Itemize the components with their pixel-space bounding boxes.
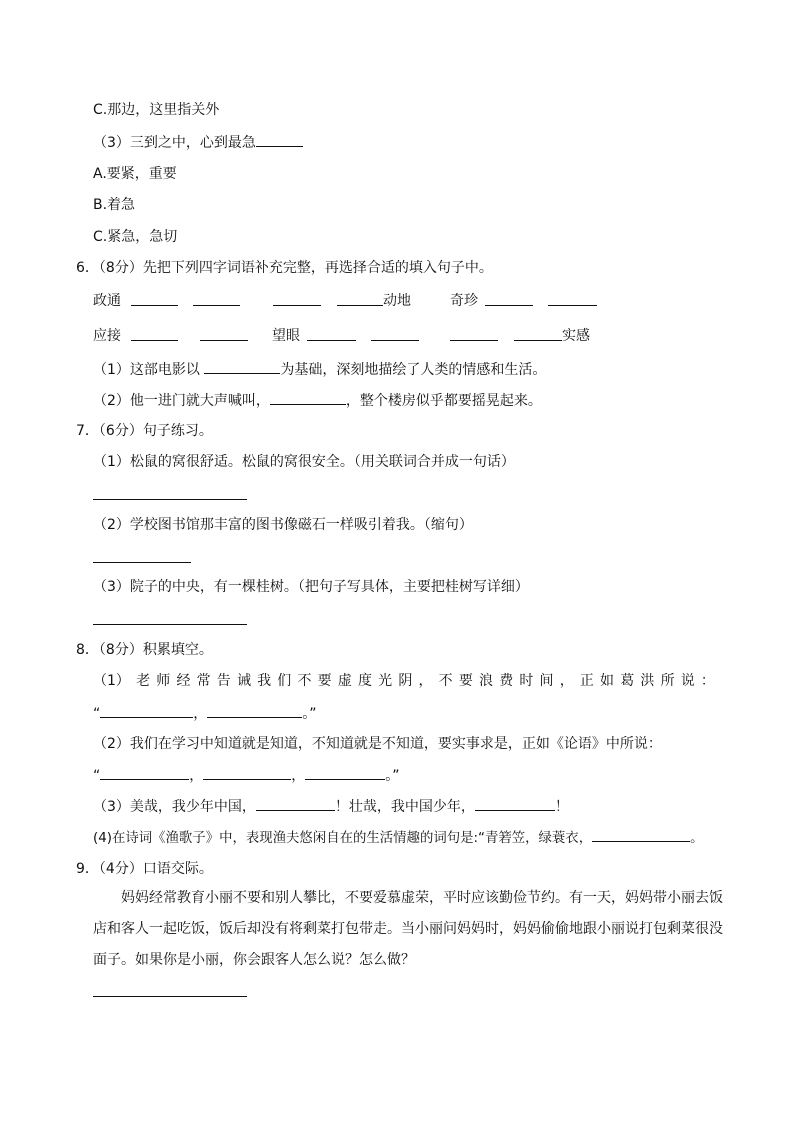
q8-sentence1-answer (93, 703, 317, 724)
q8-s1-char: 告 (216, 673, 231, 689)
q9-paragraph: 妈妈经常教育小丽不要和别人攀比，不要爱慕虚荣，平时应该勤俭节约。有一天，妈妈带小丽去饭店和客人一起吃饭，饭后却没有将剩菜打包带走。当小丽问妈妈时，妈妈偷偷地跟小丽说打包剩菜很没面子。如果你是小丽，你会跟客人怎么说？怎么做？ (93, 890, 723, 968)
q6-row1-blank1[interactable] (131, 305, 178, 306)
q8-s1-char: 要 (317, 673, 332, 689)
q6-sentence1-blank[interactable] (204, 359, 280, 374)
q6-row2-blank5[interactable] (450, 340, 498, 341)
q8-heading: 8．（8分）积累填空。 (76, 642, 213, 658)
q8-s1-char: 经 (176, 673, 191, 689)
q8-s4-blank[interactable] (592, 827, 690, 842)
q8-s1-char: 洪 (640, 673, 655, 689)
q7-answer2-line[interactable] (93, 562, 191, 563)
q6-row2-word3: 实感 (562, 328, 590, 344)
q6-row1-word2: 动地 (383, 293, 411, 309)
q8-s3-end: ！ (554, 799, 569, 815)
q8-sentence4 (93, 827, 703, 849)
q5-sub3-option-c: C.紧急，急切 (93, 229, 178, 245)
q5-sub3-option-a: A.要紧，重要 (93, 166, 177, 182)
q6-row1-blank4[interactable] (337, 305, 383, 306)
q8-s1-char: （1） (93, 673, 130, 689)
q6-row1-blank2[interactable] (193, 305, 240, 306)
q9-heading: 9．（4分）口语交际。 (76, 861, 213, 877)
q8-s1-close: 。” (302, 706, 317, 722)
q8-s2-comma1: ， (189, 768, 204, 784)
q6-row2-blank6[interactable] (514, 340, 562, 341)
q8-s2-close: 。” (385, 768, 400, 784)
q8-sentence2: （2）我们在学习中知道就是知道，不知道就是不知道，要实事求是，正如《论语》中所说： (93, 736, 662, 752)
q8-s3-blank1[interactable] (256, 796, 335, 811)
q8-s1-char: 说 (680, 673, 695, 689)
q8-s2-blank1[interactable] (100, 765, 189, 780)
q6-sentence1-pre: （1）这部电影以 (93, 362, 205, 378)
q7-sentence3: （3）院子的中央，有一棵桂树。（把句子写具体，主要把桂树写详细） (93, 579, 529, 595)
q7-sentence2: （2）学校图书馆那丰富的图书像磁石一样吸引着我。（缩句） (93, 517, 473, 533)
q8-s1-char: 光 (378, 673, 393, 689)
q6-heading: 6．（8分）先把下列四字词语补充完整，再选择合适的填入句子中。 (76, 260, 493, 276)
q8-s1-char: 度 (357, 673, 372, 689)
q8-s1-char: 我 (257, 673, 272, 689)
q8-s1-char: 正 (579, 673, 594, 689)
q8-s4-end: 。 (690, 831, 704, 846)
q8-s1-char: ， (559, 673, 574, 689)
q6-row2-word2: 望眼 (272, 328, 300, 344)
q5-sub3-prompt (93, 132, 303, 153)
q6-row2-word1: 应接 (93, 328, 121, 344)
q5-sub3-text: （3）三到之中，心到最急 (93, 135, 256, 151)
q8-s1-char: 常 (196, 673, 211, 689)
q8-s1-char: 师 (156, 673, 171, 689)
q7-sentence1: （1）松鼠的窝很舒适。松鼠的窝很安全。（用关联词合并成一句话） (93, 454, 515, 470)
q8-s1-blank2[interactable] (207, 703, 302, 718)
q8-s1-char: ： (700, 673, 715, 689)
q8-s4-pre: (4)在诗词《渔歌子》中，表现渔夫悠闲自在的生活情趣的词句是:“青箬笠，绿蓑衣， (93, 831, 593, 846)
q6-row2-blank2[interactable] (200, 340, 248, 341)
q8-s2-blank2[interactable] (203, 765, 291, 780)
q6-sentence2-pre: （2）他一进门就大声喊叫， (93, 393, 270, 409)
q8-s1-char: 虚 (337, 673, 352, 689)
q8-s2-open-quote: “ (93, 768, 101, 784)
q6-row1-blank3[interactable] (273, 305, 321, 306)
q6-sentence2-blank[interactable] (270, 390, 346, 405)
q8-s3-mid: ！壮哉，我中国少年， (334, 799, 475, 815)
q6-sentence1 (93, 359, 546, 380)
q9-answer-line[interactable] (93, 996, 247, 997)
q8-s1-char: 不 (438, 673, 453, 689)
q8-s1-char: 葛 (620, 673, 635, 689)
q8-sentence1 (93, 671, 715, 691)
q8-s1-blank1[interactable] (100, 703, 193, 718)
q7-answer1-line[interactable] (93, 499, 247, 500)
q6-row1-blank6[interactable] (548, 305, 597, 306)
q8-s1-char: 们 (277, 673, 292, 689)
q5-sub3-option-b: B.着急 (93, 197, 136, 213)
q8-s1-char: 阴 (398, 673, 413, 689)
q6-sentence1-post: 为基础，深刻地描绘了人类的情感和生活。 (280, 362, 547, 378)
q8-s1-char: ， (418, 673, 433, 689)
q6-row1-word1: 政通 (93, 293, 121, 309)
q6-row2-blank4[interactable] (371, 340, 419, 341)
q8-s1-char: 间 (539, 673, 554, 689)
q6-row2-blank1[interactable] (131, 340, 178, 341)
q8-s3-blank2[interactable] (475, 796, 555, 811)
q6-row1-word3: 奇珍 (450, 293, 478, 309)
q8-s1-char: 时 (519, 673, 534, 689)
q6-row2-blank3[interactable] (307, 340, 356, 341)
q8-s1-char: 如 (600, 673, 615, 689)
q8-sentence2-answer (93, 765, 400, 786)
q7-heading: 7．（6分）句子练习。 (76, 423, 213, 439)
q8-s1-char: 浪 (479, 673, 494, 689)
q8-sentence3 (93, 796, 569, 817)
q5-option-c: C.那边，这里指关外 (93, 102, 220, 118)
q6-sentence2-post: ，整个楼房似乎都要摇晃起来。 (345, 393, 542, 409)
q8-s3-pre: （3）美哉，我少年中国， (93, 799, 256, 815)
q8-s1-char: 老 (136, 673, 151, 689)
q8-s1-char: 所 (660, 673, 675, 689)
q8-s2-comma2: ， (291, 768, 306, 784)
q8-s1-char: 不 (297, 673, 312, 689)
q6-row1-blank5[interactable] (485, 305, 533, 306)
q8-s1-comma: ， (193, 706, 208, 722)
q8-s1-char: 诫 (236, 673, 251, 689)
q5-sub3-blank[interactable] (256, 132, 303, 147)
q8-s2-blank3[interactable] (305, 765, 385, 780)
q8-s1-char: 要 (458, 673, 473, 689)
q6-sentence2 (93, 390, 542, 411)
q8-s1-open-quote: “ (93, 706, 101, 722)
q7-answer3-line[interactable] (93, 624, 247, 625)
q8-s1-char: 费 (499, 673, 514, 689)
